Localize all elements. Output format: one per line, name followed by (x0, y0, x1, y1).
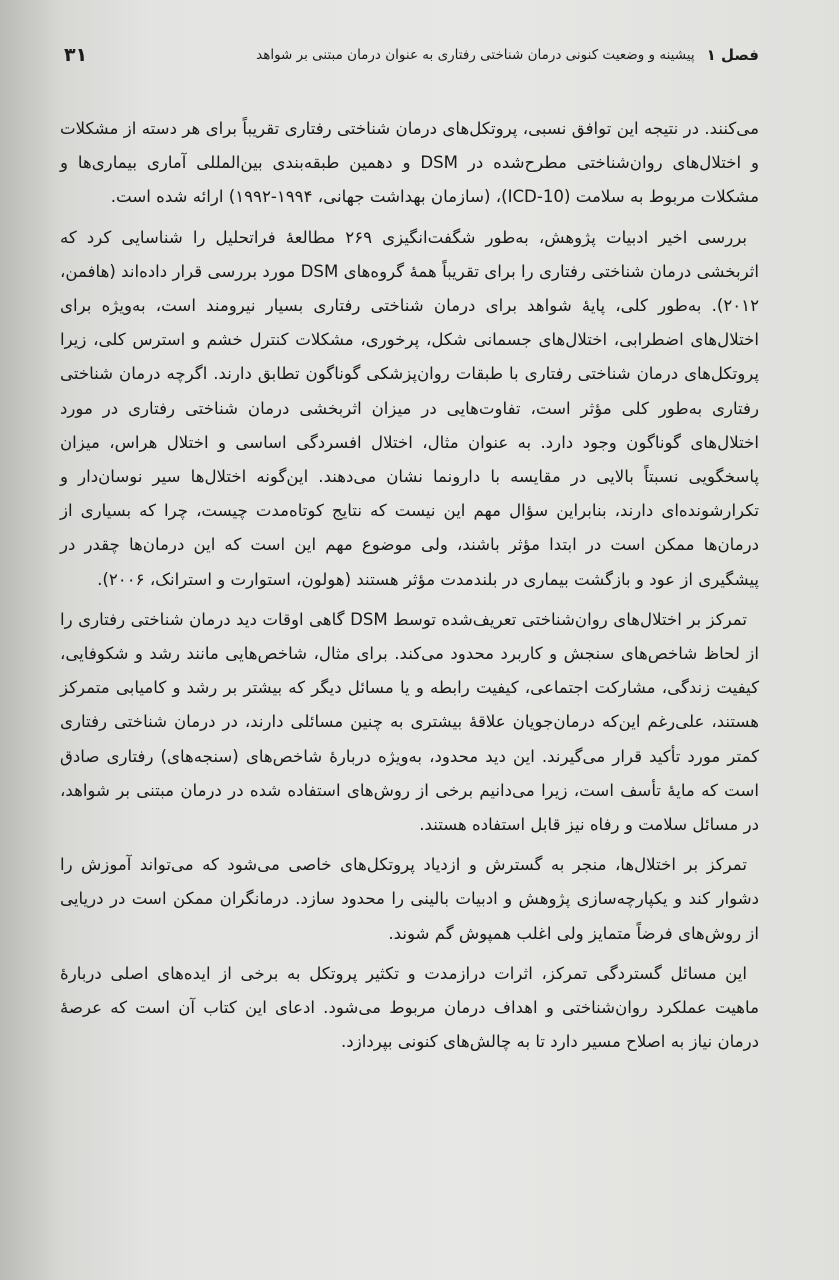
paragraph-5: این مسائل گستردگی تمرکز، اثرات درازمدت و تکثیر پروتکل به برخی از ایده‌های اصلی دربارهٔ ماهیت عملکرد روان‌شناختی و اهداف درمان مربوط می‌شود. ادعای این کتاب آن است که عرصهٔ درمان نیاز به اصلاح مسیر دارد تا به چالش‌های کنونی بپردازد. (60, 963, 759, 1052)
paragraph-1: می‌کنند. در نتیجه این توافق نسبی، پروتکل‌های درمان شناختی رفتاری تقریباً برای هر دسته از مشکلات و اختلال‌های روان‌شناختی مطرح‌شده در DSM و دهمین طبقه‌بندی بین‌المللی آماری بیماری‌ها و مشکلات مربوط به سلامت (ICD-10)، (سازمان بهداشت جهانی، ۱۹۹۴-۱۹۹۲) ارائه شده است. (60, 119, 759, 207)
body-text (60, 112, 759, 1065)
paragraph-3: تمرکز بر اختلال‌های روان‌شناختی تعریف‌شده توسط DSM گاهی اوقات دید درمان شناختی رفتاری را از لحاظ شاخص‌های سنجش و کاربرد محدود می‌کند. برای مثال، شاخص‌هایی مانند رشد و شکوفایی، کیفیت زندگی، مشارکت اجتماعی، کیفیت رابطه و یا مسائل دیگر که بیشتر بر رشد و کامیابی متمرکز هستند، علی‌رغم این‌که درمان‌جویان علاقهٔ بیشتری به چنین مسائلی دارند، در درمان شناختی رفتاری کمتر مورد تأکید قرار می‌گیرند. این دید محدود، به‌ویژه دربارهٔ شاخص‌های (سنجه‌های) رفتاری صادق است که مایهٔ تأسف است، زیرا می‌دانیم برخی از روش‌های استفاده شده در درمان مبتنی بر شواهد، در مسائل سلامت و رفاه نیز قابل استفاده هستند. (60, 609, 759, 835)
chapter-label: فصل ۱ (706, 46, 759, 64)
running-header (64, 40, 759, 70)
page-number: ۳۱ (64, 44, 88, 66)
paragraph-4: تمرکز بر اختلال‌ها، منجر به گسترش و ازدیاد پروتکل‌های خاصی می‌شود که می‌تواند آموزش را دشوار کند و یکپارچه‌سازی پژوهش و ادبیات بالینی را محدود سازد. درمانگران ممکن است در دریایی از روش‌های فرضاً متمایز ولی اغلب همپوش گم شوند. (60, 855, 759, 943)
page-gutter-shadow (0, 0, 60, 1280)
chapter-title: پیشینه و وضعیت کنونی درمان شناختی رفتاری به عنوان درمان مبتنی بر شواهد (256, 47, 695, 63)
paragraph-2: بررسی اخیر ادبیات پژوهش، به‌طور شگفت‌انگیزی ۲۶۹ مطالعهٔ فراتحلیل را شناسایی کرد که اثربخشی درمان شناختی رفتاری را برای تقریباً همهٔ گروه‌های DSM مورد بررسی قرار داده‌اند (هافمن، ۲۰۱۲). به‌طور کلی، پایهٔ شواهد برای درمان شناختی رفتاری بسیار نیرومند است، به‌ویژه برای اختلال‌های اضطرابی، اختلال‌های جسمانی شکل، پرخوری، مشکلات کنترل خشم و استرس کلی، زیرا پروتکل‌های درمان شناختی رفتاری با طبقات روان‌پزشکی گوناگون تطابق دارند. اگرچه درمان شناختی رفتاری به‌طور کلی مؤثر است، تفاوت‌هایی در میزان اثربخشی درمان شناختی رفتاری در مورد اختلال‌های گوناگون وجود دارد. به عنوان مثال، اختلال افسردگی اساسی و اختلال هراس، میزان پاسخگویی نسبتاً بالایی در مقایسه با دارونما نشان می‌دهند. این‌گونه اختلال‌ها سیر نوسان‌دار و تکرارشونده‌ای دارند، بنابراین سؤال مهم این نیست که نتایج کوتاه‌مدت چیست، چرا که بسیاری از درمان‌ها ممکن است در ابتدا مؤثر باشند، ولی موضوع مهم این است که این درمان‌ها چقدر در پیشگیری از عود و بازگشت بیماری در بلندمدت مؤثر هستند (هولون، استوارت و استرانک، ۲۰۰۶). (60, 227, 759, 589)
